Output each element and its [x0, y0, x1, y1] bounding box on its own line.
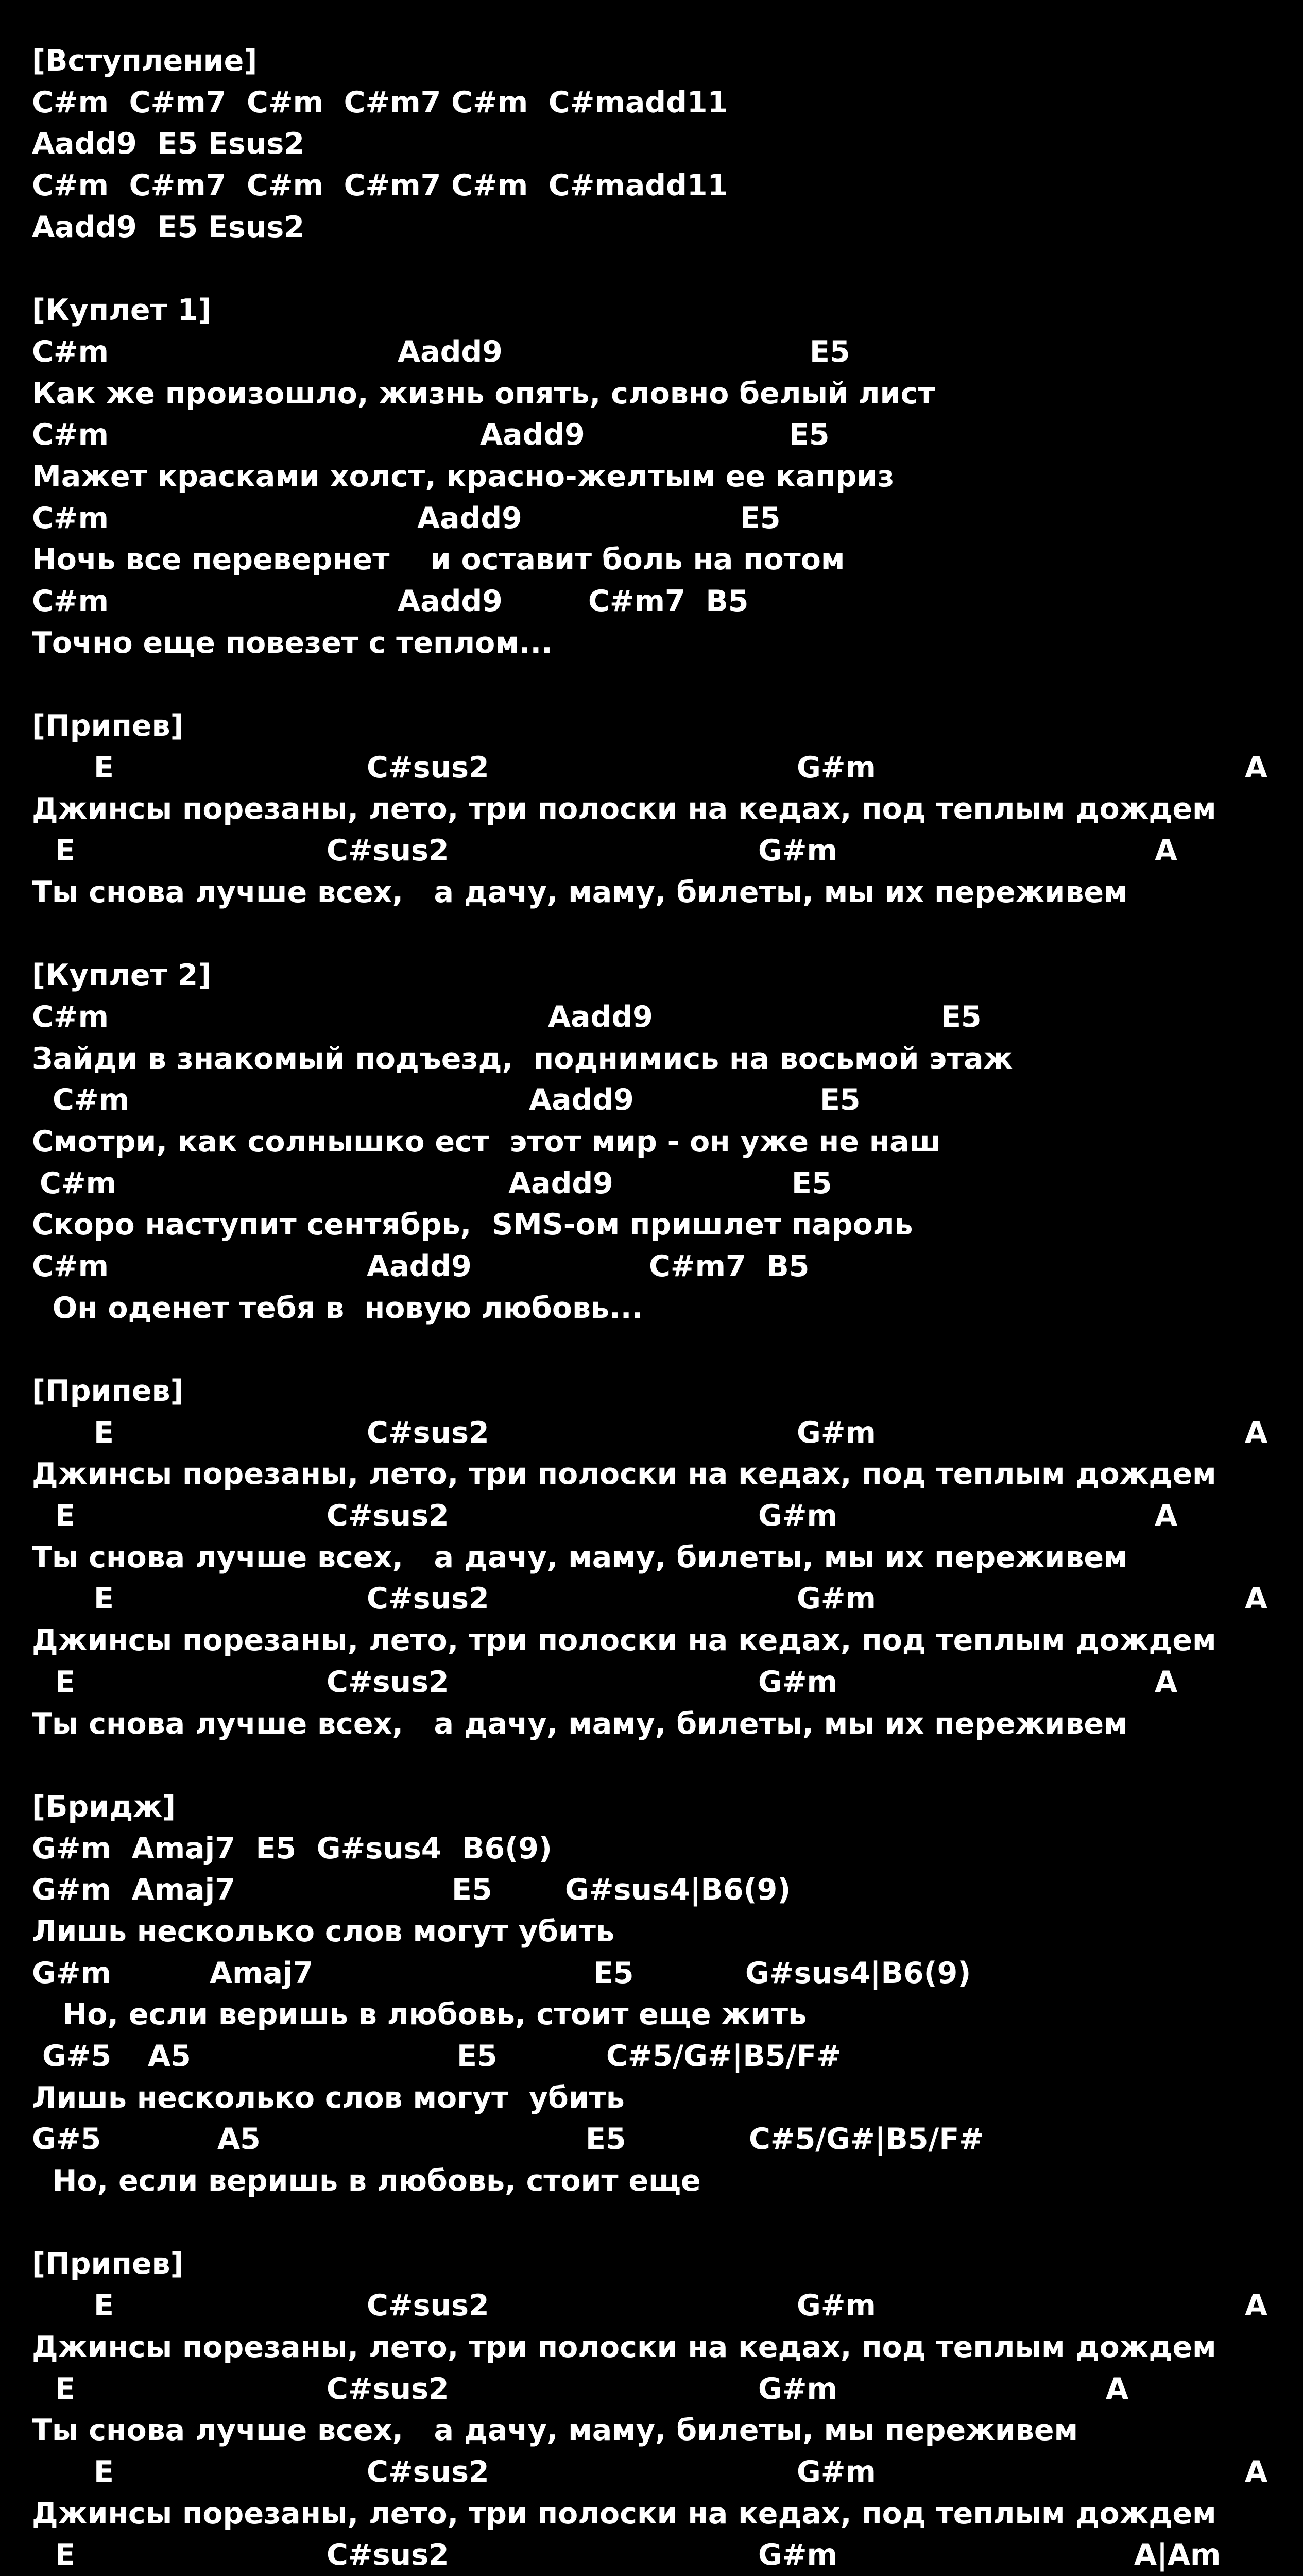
chord-progression-line: G#m Amaj7 E5 G#sus4 B6(9)	[32, 1831, 552, 1866]
chord-label: C#m	[32, 584, 109, 618]
chord-label: E	[55, 1665, 75, 1699]
chord-line	[32, 1495, 1289, 1537]
chord-label: C#m	[32, 418, 109, 452]
chord-label: E5	[820, 1083, 861, 1117]
chord-label: C#m7 B5	[588, 584, 749, 618]
chord-line	[32, 996, 1289, 1038]
section-heading: [Куплет 1]	[32, 293, 212, 328]
lyric-line: Мажет красками холст, красно-желтым ее каприз	[32, 459, 895, 494]
chord-progression-line: C#m C#m7 C#m C#m7 C#m C#madd11	[32, 85, 728, 120]
lyric-line: Ночь все перевернет и оставит боль на потом	[32, 543, 845, 577]
section-heading: [Куплет 2]	[32, 958, 212, 993]
section-heading: [Припев]	[32, 709, 184, 743]
section-heading: [Вступление]	[32, 44, 258, 78]
lyric-line: Но, если веришь в любовь, стоит еще жить	[32, 1997, 807, 2032]
chord-progression-line: C#m C#m7 C#m C#m7 C#m C#madd11	[32, 168, 728, 203]
chord-line	[32, 414, 1289, 456]
chord-label: E5	[452, 1873, 492, 1907]
chord-label: C#m	[32, 1249, 109, 1283]
chord-label: C#sus2	[367, 2454, 489, 2489]
chord-label: A	[1155, 1665, 1178, 1699]
chord-label: A	[1245, 750, 1268, 785]
chord-label: G#m Amaj7	[32, 1873, 235, 1907]
chord-label: E	[94, 2454, 114, 2489]
chord-label: G#m	[758, 1499, 837, 1533]
chord-label: Aadd9	[367, 1249, 472, 1283]
blank-line	[32, 1329, 1289, 1370]
chord-label: C#m	[32, 999, 109, 1034]
chord-label: Aadd9	[548, 999, 653, 1034]
chord-label: C#sus2	[367, 750, 489, 785]
lyric-line: Но, если веришь в любовь, стоит еще	[32, 2164, 701, 2198]
lyric-line: Ты снова лучше всех, а дачу, маму, билеты, мы их переживем	[32, 1540, 1128, 1574]
chord-label: C#sus2	[327, 834, 449, 868]
lyric-line: Джинсы порезаны, лето, три полоски на кедах, под теплым дождем	[32, 2496, 1216, 2531]
chord-line	[32, 1869, 1289, 1911]
chord-line	[32, 331, 1289, 373]
chord-label: C#sus2	[327, 1499, 449, 1533]
chord-line	[32, 1953, 1289, 1994]
chord-label: C#m	[32, 501, 109, 535]
chord-label: A	[1245, 1582, 1268, 1616]
chord-line	[32, 2451, 1289, 2493]
chord-line	[32, 1163, 1289, 1205]
chord-line	[32, 1412, 1289, 1454]
blank-line	[32, 913, 1289, 955]
chord-label: G#m	[797, 1582, 876, 1616]
chord-label: C#m7 B5	[649, 1249, 810, 1283]
lyric-line: Зайди в знакомый подъезд, поднимись на восьмой этаж	[32, 1041, 1013, 1076]
chord-label: Amaj7	[210, 1956, 314, 1990]
chord-label: C#5/G#|B5/F#	[606, 2039, 842, 2073]
chord-progression-line: Aadd9 E5 Esus2	[32, 210, 305, 244]
lyric-line: Джинсы порезаны, лето, три полоски на кедах, под теплым дождем	[32, 1457, 1216, 1492]
chord-label: G#m	[797, 750, 876, 785]
section-heading: [Бридж]	[32, 1789, 176, 1824]
chord-label: G#m	[758, 2538, 837, 2572]
chord-label: C#m	[40, 1166, 116, 1200]
chord-label: G#m	[758, 2371, 837, 2406]
chord-label: E	[94, 1415, 114, 1450]
chord-line	[32, 2285, 1289, 2327]
chord-sheet	[32, 40, 1289, 2576]
chord-label: E5	[586, 2122, 626, 2157]
section-heading: [Припев]	[32, 1374, 184, 1408]
chord-label: G#m	[797, 2289, 876, 2323]
lyric-line: Джинсы порезаны, лето, три полоски на кедах, под теплым дождем	[32, 792, 1216, 826]
chord-label: G#m	[758, 834, 837, 868]
blank-line	[32, 1744, 1289, 1786]
chord-label: Aadd9	[529, 1083, 634, 1117]
chord-label: C#sus2	[367, 2289, 489, 2323]
chord-label: C#m	[53, 1083, 129, 1117]
chord-label: Aadd9	[417, 501, 522, 535]
chord-label: E	[55, 2371, 75, 2406]
chord-label: G#sus4|B6(9)	[745, 1956, 971, 1990]
chord-label: A5	[217, 2122, 261, 2157]
chord-progression-line: Aadd9 E5 Esus2	[32, 127, 305, 161]
lyric-line: Ты снова лучше всех, а дачу, маму, билеты, мы их переживем	[32, 1706, 1128, 1741]
chord-label: E5	[740, 501, 781, 535]
lyric-line: Он оденет тебя в новую любовь...	[32, 1291, 643, 1325]
lyric-line: Как же произошло, жизнь опять, словно белый лист	[32, 376, 935, 411]
chord-line	[32, 1079, 1289, 1121]
blank-line	[32, 664, 1289, 705]
chord-line	[32, 2119, 1289, 2160]
chord-line	[32, 2368, 1289, 2410]
lyric-line: Ты снова лучше всех, а дачу, маму, билеты, мы их переживем	[32, 875, 1128, 909]
lyric-line: Лишь несколько слов могут убить	[32, 2080, 625, 2115]
chord-label: G#5	[32, 2122, 101, 2157]
chord-label: C#sus2	[367, 1582, 489, 1616]
lyric-line: Точно еще повезет с теплом...	[32, 625, 553, 660]
blank-line	[32, 248, 1289, 290]
chord-label: Aadd9	[508, 1166, 613, 1200]
chord-label: E5	[457, 2039, 498, 2073]
chord-line	[32, 498, 1289, 539]
chord-label: E5	[941, 999, 982, 1034]
chord-label: A5	[148, 2039, 191, 2073]
chord-label: C#sus2	[327, 2538, 449, 2572]
chord-label: G#m	[797, 2454, 876, 2489]
section-heading: [Припев]	[32, 2247, 184, 2281]
chord-line	[32, 1578, 1289, 1620]
chord-line	[32, 2036, 1289, 2077]
lyric-line: Джинсы порезаны, лето, три полоски на кедах, под теплым дождем	[32, 1623, 1216, 1658]
chord-label: G#m	[32, 1956, 111, 1990]
chord-label: A|Am	[1134, 2538, 1221, 2572]
chord-label: C#sus2	[327, 2371, 449, 2406]
blank-line	[32, 2202, 1289, 2244]
chord-label: E5	[789, 418, 830, 452]
chord-label: A	[1245, 2289, 1268, 2323]
chord-line	[32, 1662, 1289, 1703]
chord-label: E5	[593, 1956, 634, 1990]
chord-label: A	[1155, 1499, 1178, 1533]
lyric-line: Скоро наступит сентябрь, SMS-ом пришлет пароль	[32, 1208, 913, 1242]
chord-line	[32, 581, 1289, 622]
lyric-line: Лишь несколько слов могут убить	[32, 1914, 615, 1948]
lyric-line: Ты снова лучше всех, а дачу, маму, билеты, мы переживем	[32, 2413, 1078, 2448]
chord-label: A	[1245, 2454, 1268, 2489]
chord-line	[32, 830, 1289, 872]
chord-label: G#sus4|B6(9)	[565, 1873, 791, 1907]
chord-label: G#5	[42, 2039, 112, 2073]
chord-label: A	[1155, 834, 1178, 868]
chord-label: C#sus2	[367, 1415, 489, 1450]
chord-label: C#sus2	[327, 1665, 449, 1699]
chord-label: E	[94, 750, 114, 785]
chord-label: A	[1245, 1415, 1268, 1450]
chord-line	[32, 1246, 1289, 1287]
chord-line	[32, 2534, 1289, 2576]
chord-line	[32, 747, 1289, 789]
chord-label: E	[55, 2538, 75, 2572]
lyric-line: Джинсы порезаны, лето, три полоски на кедах, под теплым дождем	[32, 2330, 1216, 2364]
chord-label: E	[55, 834, 75, 868]
chord-label: Aadd9	[398, 584, 503, 618]
lyric-line: Смотри, как солнышко ест этот мир - он уже не наш	[32, 1124, 941, 1159]
chord-label: C#m	[32, 334, 109, 369]
chord-label: E5	[792, 1166, 832, 1200]
chord-label: E	[94, 2289, 114, 2323]
chord-label: G#m	[758, 1665, 837, 1699]
chord-label: Aadd9	[398, 334, 503, 369]
chord-label: G#m	[797, 1415, 876, 1450]
chord-label: C#5/G#|B5/F#	[749, 2122, 984, 2157]
chord-label: A	[1106, 2371, 1129, 2406]
chord-label: E5	[810, 334, 850, 369]
chord-label: E	[94, 1582, 114, 1616]
chord-label: Aadd9	[480, 418, 585, 452]
chord-label: E	[55, 1499, 75, 1533]
